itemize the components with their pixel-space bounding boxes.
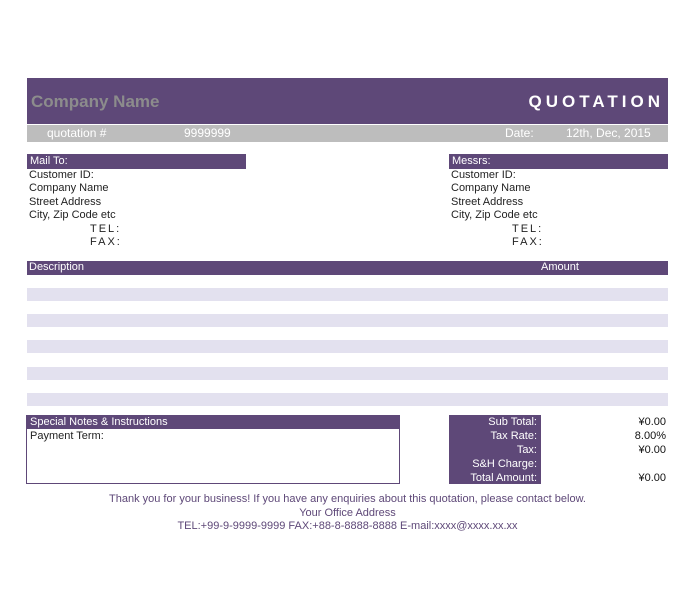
messrs-fax-label: FAX: <box>512 236 544 249</box>
messrs-city-zip: City, Zip Code etc <box>451 209 538 222</box>
mail-to-company-name: Company Name <box>29 182 109 195</box>
subtotal-label: Sub Total: <box>488 416 537 428</box>
messrs-customer-id: Customer ID: <box>451 169 516 181</box>
amount-column-header: Amount <box>541 261 579 273</box>
messrs-tel-label: TEL: <box>512 222 544 235</box>
total-amount-label: Total Amount: <box>470 472 537 484</box>
quotation-number-value: 9999999 <box>184 126 231 140</box>
messrs-company-name: Company Name <box>451 182 531 195</box>
totals-labels <box>449 415 541 484</box>
document-title: QUOTATION <box>528 92 664 111</box>
date-label: Date: <box>505 126 534 140</box>
messrs-street-address: Street Address <box>451 195 524 208</box>
table-row[interactable] <box>27 393 668 406</box>
special-notes-title: Special Notes & Instructions <box>27 416 399 429</box>
quotation-info-bar <box>27 125 668 142</box>
date-value: 12th, Dec, 2015 <box>566 126 651 140</box>
totals-values <box>560 415 666 485</box>
mail-to-tel-label: TEL: <box>90 222 122 235</box>
mail-to-customer-id: Customer ID: <box>29 169 94 181</box>
mail-to-street-address: Street Address <box>29 195 102 208</box>
footer-thanks: Thank you for your business! If you have any enquiries about this quotation, please contact below. <box>109 493 586 505</box>
items-table-header <box>27 261 668 275</box>
mail-to-details <box>29 169 122 249</box>
subtotal-value: ¥0.00 <box>638 416 666 428</box>
tax-rate-label: Tax Rate: <box>490 430 537 442</box>
table-row[interactable] <box>27 340 668 353</box>
messrs-title: Messrs: <box>449 154 668 169</box>
tax-value: ¥0.00 <box>638 444 666 456</box>
payment-term-label: Payment Term: <box>30 430 104 442</box>
header-band <box>27 78 668 124</box>
description-column-header: Description <box>29 261 85 273</box>
sh-charge-label: S&H Charge: <box>472 458 537 470</box>
sh-charge-value <box>560 457 666 471</box>
special-notes-box <box>26 415 400 484</box>
quotation-number-label: quotation # <box>47 126 107 140</box>
messrs-details <box>451 169 544 249</box>
tax-label: Tax: <box>516 444 537 456</box>
table-row[interactable] <box>27 367 668 380</box>
mail-to-city-zip: City, Zip Code etc <box>29 209 116 222</box>
footer-address: Your Office Address <box>299 507 396 519</box>
footer-contact: TEL:+99-9-9999-9999 FAX:+88-8-8888-8888 E-mail:xxxx@xxxx.xx.xx <box>177 520 518 532</box>
mail-to-title: Mail To: <box>27 154 246 169</box>
company-name: Company Name <box>31 92 160 111</box>
mail-to-fax-label: FAX: <box>90 236 122 249</box>
table-row[interactable] <box>27 314 668 327</box>
table-row[interactable] <box>27 288 668 301</box>
total-amount-value: ¥0.00 <box>638 472 666 484</box>
tax-rate-value: 8.00% <box>634 430 666 442</box>
